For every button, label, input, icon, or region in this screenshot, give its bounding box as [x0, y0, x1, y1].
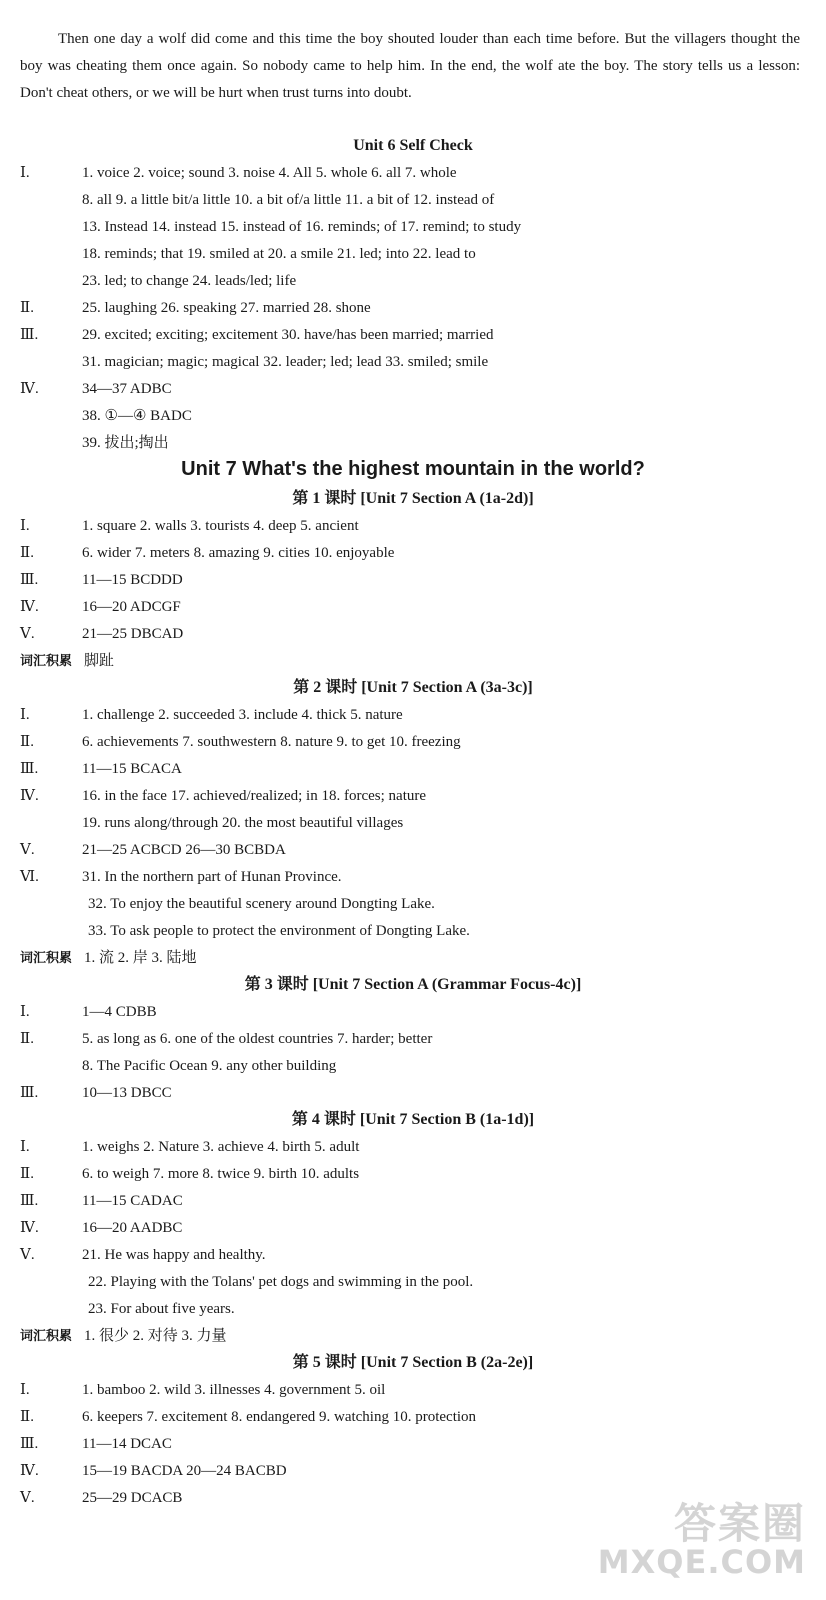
roman-numeral: Ⅰ. — [20, 165, 30, 181]
roman-numeral: Ⅴ. — [20, 1247, 35, 1263]
roman-numeral: Ⅱ. — [20, 545, 34, 561]
answer-line: 1—4 CDBB — [82, 1004, 157, 1020]
roman-numeral: Ⅱ. — [20, 1031, 34, 1047]
answer-line: 8. The Pacific Ocean 9. any other building — [82, 1058, 337, 1074]
answer-line: 1. weighs 2. Nature 3. achieve 4. birth 5. adult — [82, 1139, 360, 1155]
answer-line: 23. For about five years. — [88, 1301, 235, 1317]
vocab-text: 脚趾 — [84, 653, 115, 669]
answer-line: 8. all 9. a little bit/a little 10. a bit of/a little 11. a bit of 12. instead of — [82, 192, 495, 208]
roman-numeral: Ⅳ. — [20, 1463, 39, 1479]
answer-line: 13. Instead 14. instead 15. instead of 16. reminds; of 17. remind; to study — [82, 219, 522, 235]
roman-numeral: Ⅰ. — [20, 1139, 30, 1155]
answer-line: 18. reminds; that 19. smiled at 20. a smile 21. led; into 22. lead to — [82, 246, 476, 262]
roman-numeral: Ⅳ. — [20, 599, 39, 615]
roman-numeral: Ⅴ. — [20, 842, 35, 858]
answer-line: 22. Playing with the Tolans' pet dogs and swimming in the pool. — [88, 1274, 474, 1290]
answer-line: 38. ①—④ BADC — [82, 408, 192, 424]
answer-line: 39. 拔出;掏出 — [82, 435, 169, 451]
vocab-line — [20, 948, 197, 969]
vocab-label: 词汇积累 — [20, 951, 73, 966]
roman-numeral: Ⅱ. — [20, 300, 34, 316]
roman-numeral: Ⅲ. — [20, 761, 39, 777]
answer-line: 11—14 DCAC — [82, 1436, 172, 1452]
watermark-logo-text: 答案圈 — [673, 1499, 806, 1549]
watermark-url: MXQE.COM — [597, 1543, 806, 1582]
answer-line: 6. to weigh 7. more 8. twice 9. birth 10. adults — [82, 1166, 360, 1182]
answer-line: 6. keepers 7. excitement 8. endangered 9. watching 10. protection — [82, 1409, 477, 1425]
roman-numeral: Ⅵ. — [20, 869, 39, 885]
lesson5-heading: 第 5 课时 [Unit 7 Section B (2a-2e)] — [292, 1354, 534, 1371]
site-watermark — [597, 1499, 806, 1582]
lesson3-heading: 第 3 课时 [Unit 7 Section A (Grammar Focus-4c)] — [244, 976, 582, 993]
vocab-text: 1. 很少 2. 对待 3. 力量 — [84, 1328, 227, 1344]
answer-line: 16—20 AADBC — [82, 1220, 183, 1236]
answer-line: 21—25 DBCAD — [82, 626, 184, 642]
answer-line: 1. bamboo 2. wild 3. illnesses 4. government 5. oil — [82, 1382, 386, 1398]
roman-numeral: Ⅰ. — [20, 707, 30, 723]
vocab-label: 词汇积累 — [20, 1329, 73, 1344]
roman-numeral: Ⅰ. — [20, 1382, 30, 1398]
answer-line: 1. voice 2. voice; sound 3. noise 4. All 5. whole 6. all 7. whole — [82, 165, 457, 181]
answer-line: 1. square 2. walls 3. tourists 4. deep 5. ancient — [82, 518, 359, 534]
answer-line: 21—25 ACBCD 26—30 BCBDA — [82, 842, 286, 858]
roman-numeral: Ⅲ. — [20, 327, 39, 343]
answer-line: 19. runs along/through 20. the most beautiful villages — [82, 815, 404, 831]
roman-numeral: Ⅳ. — [20, 381, 39, 397]
vocab-label: 词汇积累 — [20, 654, 73, 669]
roman-numeral: Ⅴ. — [20, 1490, 35, 1506]
vocab-line — [20, 651, 114, 672]
lesson4-heading: 第 4 课时 [Unit 7 Section B (1a-1d)] — [291, 1111, 535, 1128]
answer-line: 11—15 BCACA — [82, 761, 182, 777]
answer-line: 25. laughing 26. speaking 27. married 28. shone — [82, 300, 371, 316]
roman-numeral: Ⅳ. — [20, 788, 39, 804]
roman-numeral: Ⅰ. — [20, 1004, 30, 1020]
answer-line: 31. magician; magic; magical 32. leader; led; lead 33. smiled; smile — [82, 354, 489, 370]
answer-line: 15—19 BACDA 20—24 BACBD — [82, 1463, 287, 1479]
story-text: Then one day a wolf did come and this time the boy shouted louder than each time before. But the villagers thought the boy was cheating them once again. So nobody came to help him. In the end, the wolf ate the boy. The story tells us a lesson: Don't cheat others, or we will be hurt when trust turns into doubt. — [20, 31, 800, 101]
answer-line: 6. achievements 7. southwestern 8. nature 9. to get 10. freezing — [82, 734, 461, 750]
answer-line: 1. challenge 2. succeeded 3. include 4. thick 5. nature — [82, 707, 403, 723]
roman-numeral: Ⅰ. — [20, 518, 30, 534]
answer-line: 16. in the face 17. achieved/realized; in 18. forces; nature — [82, 788, 427, 804]
roman-numeral: Ⅲ. — [20, 1085, 39, 1101]
roman-numeral: Ⅱ. — [20, 734, 34, 750]
vocab-text: 1. 流 2. 岸 3. 陆地 — [84, 950, 197, 966]
roman-numeral: Ⅳ. — [20, 1220, 39, 1236]
lesson1-heading: 第 1 课时 [Unit 7 Section A (1a-2d)] — [292, 490, 534, 507]
roman-numeral: Ⅱ. — [20, 1166, 34, 1182]
story-paragraph — [20, 26, 800, 107]
answer-line: 32. To enjoy the beautiful scenery around Dongting Lake. — [88, 896, 435, 912]
answer-line: 16—20 ADCGF — [82, 599, 181, 615]
roman-numeral: Ⅱ. — [20, 1409, 34, 1425]
answer-line: 21. He was happy and healthy. — [82, 1247, 266, 1263]
unit7-heading: Unit 7 What's the highest mountain in the world? — [181, 458, 645, 480]
lesson2-heading: 第 2 课时 [Unit 7 Section A (3a-3c)] — [293, 679, 533, 696]
roman-numeral: Ⅲ. — [20, 572, 39, 588]
vocab-line — [20, 1326, 227, 1347]
answer-line: 10—13 DBCC — [82, 1085, 172, 1101]
answer-line: 29. excited; exciting; excitement 30. have/has been married; married — [82, 327, 494, 343]
answer-line: 5. as long as 6. one of the oldest countries 7. harder; better — [82, 1031, 433, 1047]
answer-line: 33. To ask people to protect the environment of Dongting Lake. — [88, 923, 470, 939]
answer-line: 34—37 ADBC — [82, 381, 172, 397]
answer-line: 11—15 BCDDD — [82, 572, 183, 588]
roman-numeral: Ⅴ. — [20, 626, 35, 642]
answer-line: 11—15 CADAC — [82, 1193, 183, 1209]
answer-line: 25—29 DCACB — [82, 1490, 183, 1506]
roman-numeral: Ⅲ. — [20, 1436, 39, 1452]
answer-line: 31. In the northern part of Hunan Province. — [82, 869, 342, 885]
answer-line: 23. led; to change 24. leads/led; life — [82, 273, 297, 289]
answer-line: 6. wider 7. meters 8. amazing 9. cities 10. enjoyable — [82, 545, 395, 561]
unit6-heading: Unit 6 Self Check — [353, 137, 473, 154]
roman-numeral: Ⅲ. — [20, 1193, 39, 1209]
